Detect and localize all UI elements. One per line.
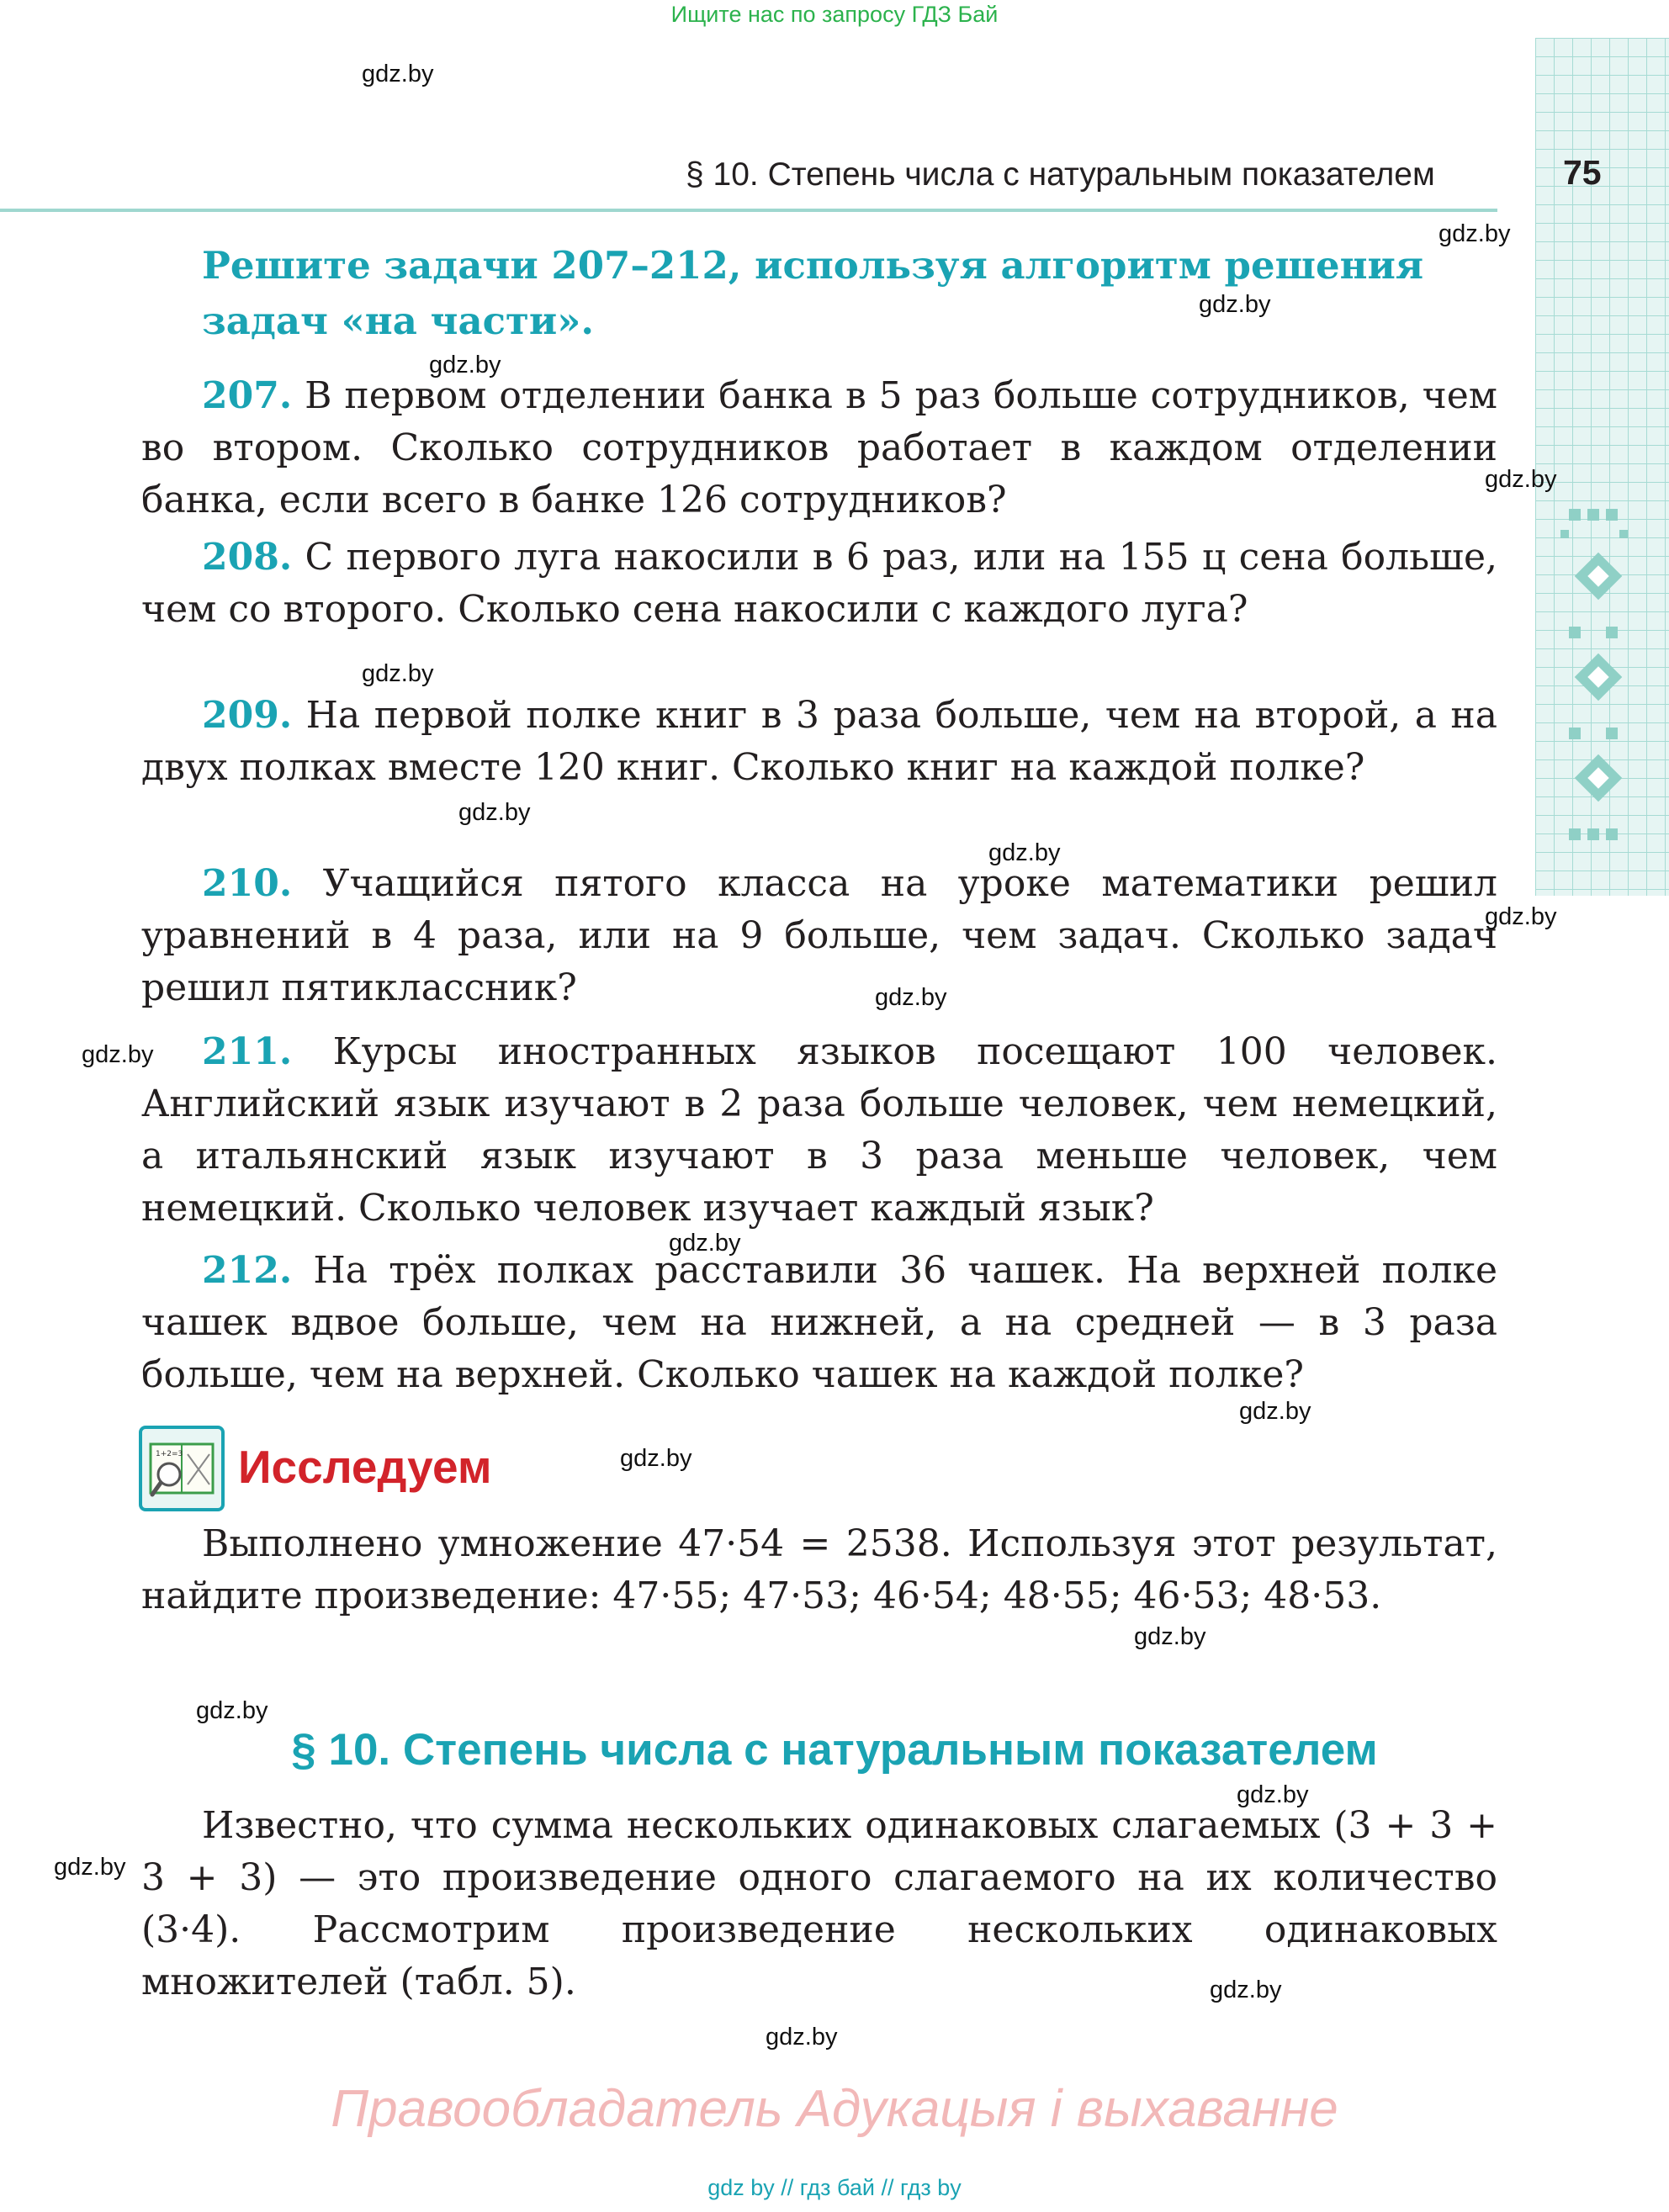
problem-number: 212. <box>202 1249 293 1292</box>
watermark: gdz.by <box>875 984 947 1011</box>
copyright-notice: Правообладатель Адукацыя і выхаванне <box>331 2080 1338 2138</box>
watermark: gdz.by <box>1485 466 1557 493</box>
problem-211 <box>141 1026 1497 1235</box>
problem-number: 210. <box>202 862 293 905</box>
watermark: gdz.by <box>1239 1398 1311 1425</box>
research-title: Исследуем <box>238 1441 492 1493</box>
section-body: Известно, что сумма нескольких одинаковых слагаемых (3 + 3 + 3 + 3) — это произведение одного слагаемого на их количество (3·4). Рассмотрим произведение нескольких одинаковых множителей (табл. 5). <box>141 1804 1497 2003</box>
watermark: gdz.by <box>1237 1781 1309 1808</box>
watermark: gdz.by <box>1210 1977 1282 2003</box>
watermark: gdz.by <box>82 1041 154 1068</box>
problem-number: 211. <box>202 1030 293 1073</box>
watermark: gdz.by <box>1134 1623 1206 1650</box>
problem-210 <box>141 858 1497 1014</box>
watermark: gdz.by <box>988 839 1061 866</box>
problem-number: 207. <box>202 374 293 417</box>
research-body: Выполнено умножение 47·54 = 2538. Используя этот результат, найдите произведение: 47·55; 47·53; 46·54; 48·55; 46·53; 48·53. <box>141 1522 1497 1617</box>
problem-208 <box>141 532 1497 636</box>
problem-text: В первом отделении банка в 5 раз больше сотрудников, чем во втором. Сколько сотрудников работает в каждом отделении банка, если всего в банке 126 сотрудников? <box>141 374 1497 521</box>
problem-text: На первой полке книг в 3 раза больше, чем на второй, а на двух полках вместе 120 книг. Сколько книг на каждой полке? <box>141 694 1497 789</box>
problem-text: С первого луга накосили в 6 раз, или на 155 ц сена больше, чем со второго. Сколько сена накосили с каждого луга? <box>141 536 1497 631</box>
watermark: gdz.by <box>1485 903 1557 930</box>
problem-212 <box>141 1245 1497 1401</box>
watermark: gdz.by <box>620 1445 692 1472</box>
watermark: gdz.by <box>429 352 501 378</box>
svg-text:1+2=3: 1+2=3 <box>156 1450 183 1458</box>
top-note: Ищите нас по запросу ГДЗ Бай <box>670 2 999 27</box>
header-rule <box>0 209 1497 212</box>
problem-text: Учащийся пятого класса на уроке математики решил уравнений в 4 раза, или на 9 больше, чем задач. Сколько задач решил пятиклассник? <box>141 862 1497 1009</box>
section-text <box>141 1800 1497 2008</box>
watermark: gdz.by <box>1439 220 1511 247</box>
watermark: gdz.by <box>458 799 531 826</box>
magnifier-book-icon <box>139 1426 225 1511</box>
research-text <box>141 1518 1497 1622</box>
problem-207 <box>141 370 1497 527</box>
problem-number: 209. <box>202 694 293 737</box>
section-title: § 10. Степень числа с натуральным показателем <box>291 1725 1378 1775</box>
watermark: gdz.by <box>54 1854 126 1881</box>
watermark: gdz.by <box>362 660 434 687</box>
watermark: gdz.by <box>196 1697 268 1724</box>
watermark: gdz.by <box>669 1230 741 1257</box>
page-number: 75 <box>1563 153 1602 192</box>
watermark: gdz.by <box>766 2024 838 2051</box>
watermark: gdz.by <box>362 61 434 87</box>
instruction-heading: Решите задачи 207–212, используя алгоритм решения задач «на части». <box>202 243 1424 343</box>
watermark: gdz.by <box>1199 291 1271 318</box>
problem-text: На трёх полках расставили 36 чашек. На верхней полке чашек вдвое больше, чем на нижней, а на средней — в 3 раза больше, чем на верхней. Сколько чашек на каждой полке? <box>141 1249 1497 1396</box>
problem-number: 208. <box>202 536 293 579</box>
running-head: § 10. Степень числа с натуральным показателем <box>686 156 1435 193</box>
footer-links[interactable]: gdz by // гдз бай // гдз by <box>707 2175 962 2200</box>
problem-text: Курсы иностранных языков посещают 100 человек. Английский язык изучают в 2 раза больше человек, чем немецкий, а итальянский язык изучают в 3 раза меньше человек, чем немецкий. Сколько человек изучает каждый язык? <box>141 1030 1497 1230</box>
problem-209 <box>141 690 1497 794</box>
